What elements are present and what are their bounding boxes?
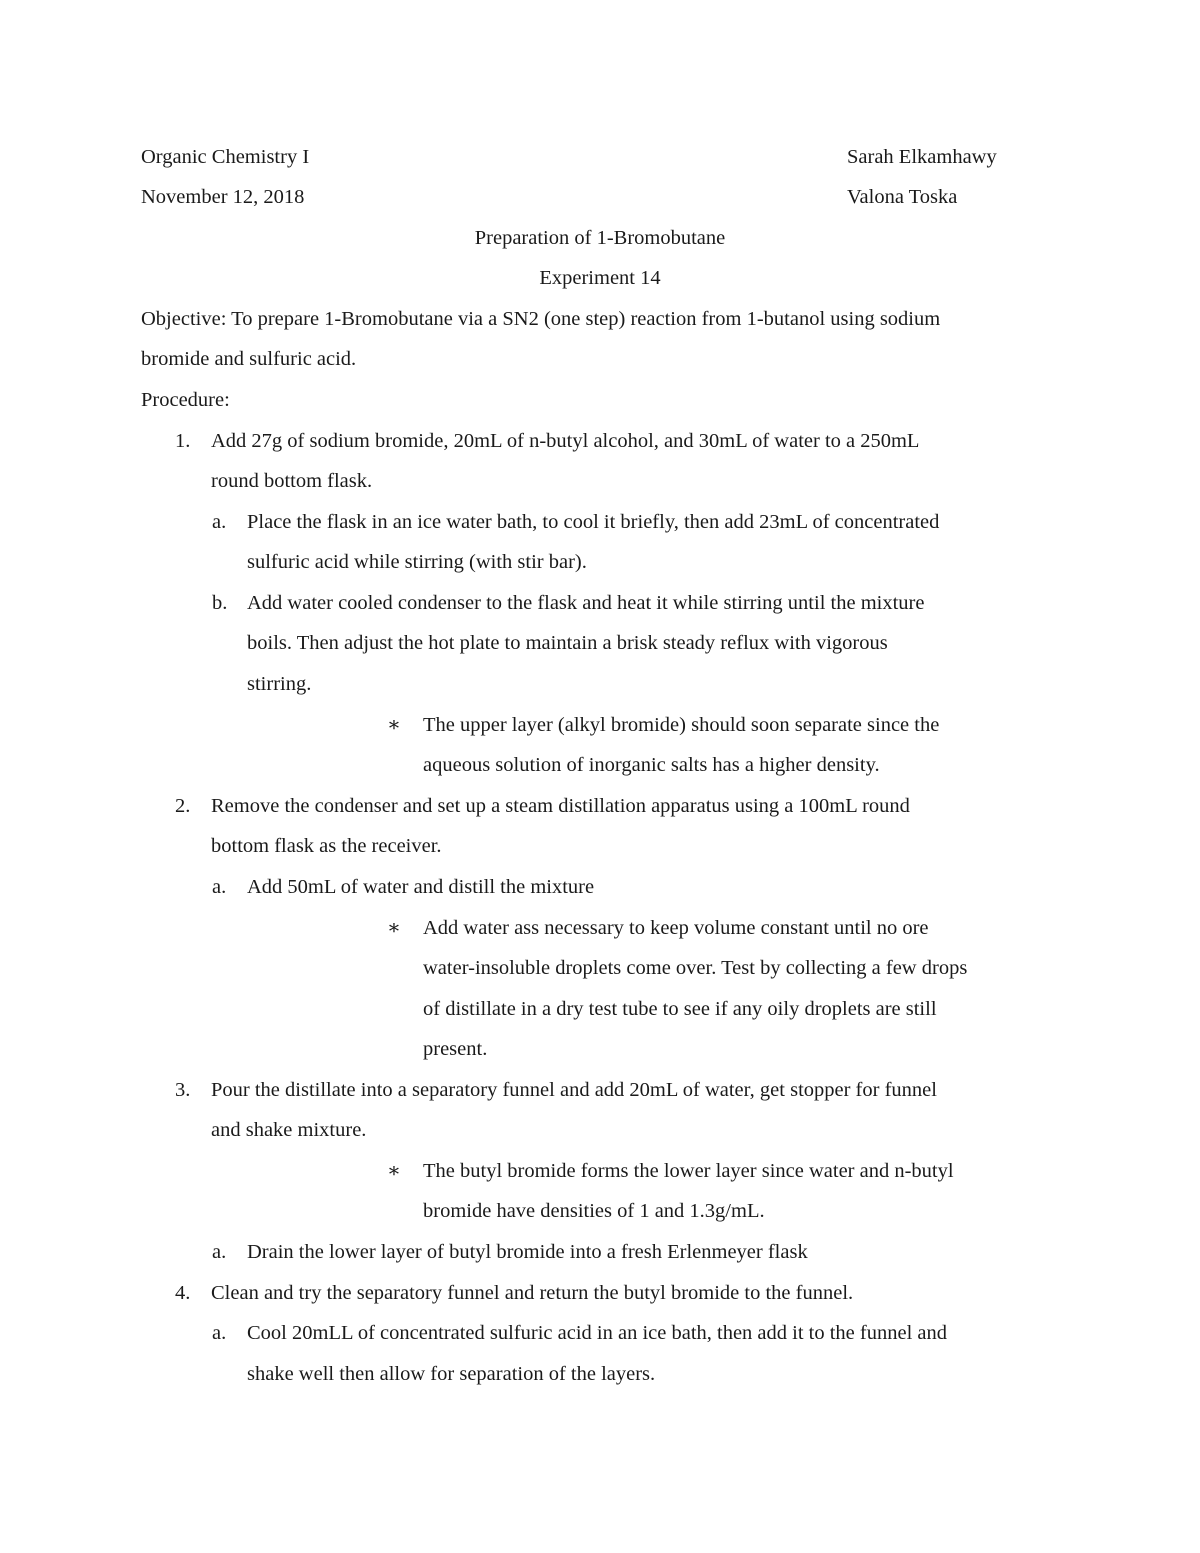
course-name: Organic Chemistry I — [141, 146, 310, 168]
step-1b-line-1: Add water cooled condenser to the flask and heat it while stirring until the mixture — [247, 592, 925, 614]
step-1a-line-2: sulfuric acid while stirring (with stir bar). — [247, 551, 587, 573]
step-2-line-2: bottom flask as the receiver. — [211, 835, 442, 857]
step-4-number: 4. — [175, 1282, 191, 1304]
step-1a-line-1: Place the flask in an ice water bath, to cool it briefly, then add 23mL of concentrated — [247, 511, 940, 533]
author-name-2: Valona Toska — [847, 186, 958, 208]
step-1-note-line-1: The upper layer (alkyl bromide) should soon separate since the — [423, 714, 940, 736]
step-1b-line-3: stirring. — [247, 673, 312, 695]
step-4a-line-1: Cool 20mLL of concentrated sulfuric acid in an ice bath, then add it to the funnel and — [247, 1322, 948, 1344]
author-name-1: Sarah Elkamhawy — [847, 146, 997, 168]
step-1-line-1: Add 27g of sodium bromide, 20mL of n-butyl alcohol, and 30mL of water to a 250mL — [211, 430, 920, 452]
step-1-number: 1. — [175, 430, 191, 452]
step-3-note-bullet: ∗ — [387, 1160, 401, 1182]
step-2-note-line-1: Add water ass necessary to keep volume constant until no ore — [423, 917, 929, 939]
step-1-note-bullet: ∗ — [387, 714, 401, 736]
step-4a-line-2: shake well then allow for separation of the layers. — [247, 1363, 656, 1385]
step-2-number: 2. — [175, 795, 191, 817]
report-date: November 12, 2018 — [141, 186, 305, 208]
step-1a-marker: a. — [212, 511, 227, 533]
step-3-note-line-2: bromide have densities of 1 and 1.3g/mL. — [423, 1200, 765, 1222]
step-1-line-2: round bottom flask. — [211, 470, 373, 492]
step-4a-marker: a. — [212, 1322, 227, 1344]
step-1b-marker: b. — [212, 592, 228, 614]
step-2-line-1: Remove the condenser and set up a steam distillation apparatus using a 100mL round — [211, 795, 910, 817]
step-4-line-1: Clean and try the separatory funnel and return the butyl bromide to the funnel. — [211, 1282, 854, 1304]
step-1b-line-2: boils. Then adjust the hot plate to maintain a brisk steady reflux with vigorous — [247, 632, 888, 654]
step-3a-line-1: Drain the lower layer of butyl bromide into a fresh Erlenmeyer flask — [247, 1241, 808, 1263]
step-3-number: 3. — [175, 1079, 191, 1101]
step-3a-marker: a. — [212, 1241, 227, 1263]
step-2a-marker: a. — [212, 876, 227, 898]
step-2-note-bullet: ∗ — [387, 917, 401, 939]
step-3-line-2: and shake mixture. — [211, 1119, 367, 1141]
procedure-label: Procedure: — [141, 389, 230, 411]
step-3-note-line-1: The butyl bromide forms the lower layer since water and n-butyl — [423, 1160, 954, 1182]
document-title: Preparation of 1-Bromobutane — [474, 227, 726, 249]
step-2-note-line-2: water-insoluble droplets come over. Test by collecting a few drops — [423, 957, 968, 979]
experiment-number: Experiment 14 — [539, 267, 661, 289]
objective-line-2: bromide and sulfuric acid. — [141, 348, 357, 370]
objective-line-1: Objective: To prepare 1-Bromobutane via a SN2 (one step) reaction from 1-butanol using sodium — [141, 308, 941, 330]
step-1-note-line-2: aqueous solution of inorganic salts has a higher density. — [423, 754, 880, 776]
step-2a-line-1: Add 50mL of water and distill the mixture — [247, 876, 595, 898]
step-2-note-line-4: present. — [423, 1038, 488, 1060]
step-3-line-1: Pour the distillate into a separatory funnel and add 20mL of water, get stopper for funnel — [211, 1079, 937, 1101]
step-2-note-line-3: of distillate in a dry test tube to see if any oily droplets are still — [423, 998, 937, 1020]
